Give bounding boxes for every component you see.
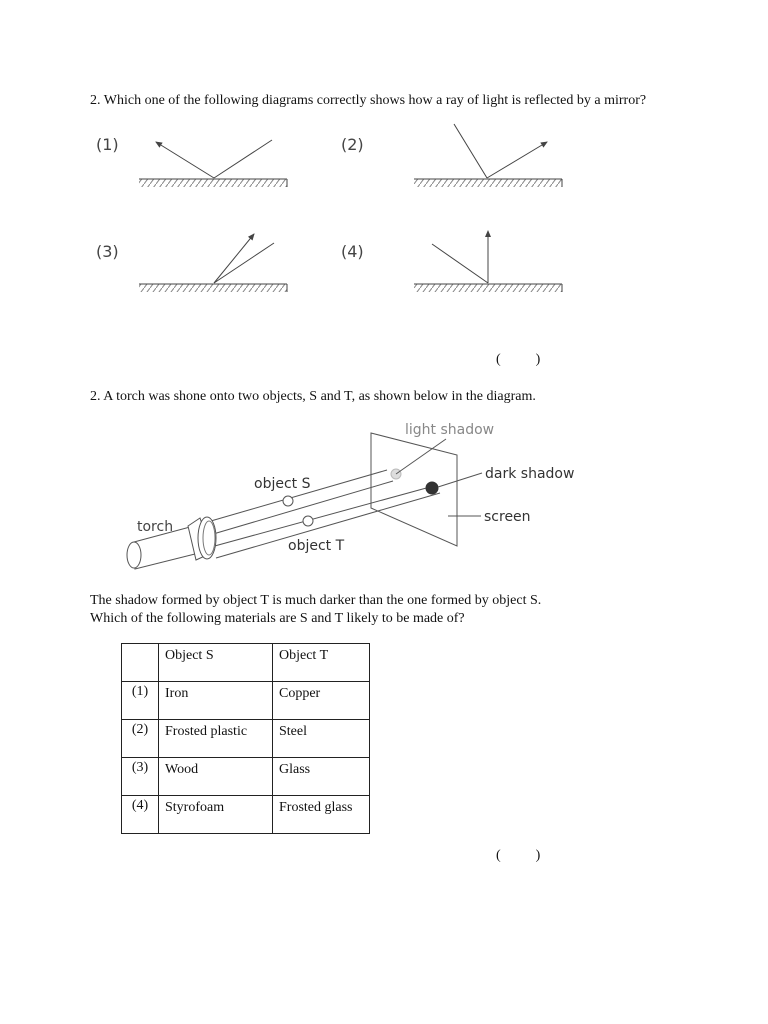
table-cell: Copper <box>273 682 370 720</box>
object-t-marker <box>303 516 313 526</box>
table-cell: Frosted glass <box>273 796 370 834</box>
table-cell: (1) <box>122 682 159 720</box>
object-s-marker <box>283 496 293 506</box>
question-2-followup-line-1: The shadow formed by object T is much darker than the one formed by object S. <box>90 593 542 608</box>
table-header-cell <box>122 644 159 682</box>
answer-bracket-2[interactable]: ( ) <box>496 848 541 863</box>
table-cell: (3) <box>122 758 159 796</box>
table-row <box>122 682 370 720</box>
table-row <box>122 758 370 796</box>
option-2-label: (2) <box>341 135 364 154</box>
table-header-row <box>122 644 370 682</box>
label-torch: torch <box>137 519 174 535</box>
table-cell: Wood <box>159 758 273 796</box>
table-row <box>122 720 370 758</box>
option-3-diagram <box>139 234 287 292</box>
table-cell: Styrofoam <box>159 796 273 834</box>
reflection-diagrams <box>0 120 768 430</box>
option-1-label: (1) <box>96 135 119 154</box>
table-cell: Glass <box>273 758 370 796</box>
label-object-s: object S <box>254 476 311 492</box>
option-3-label: (3) <box>96 242 119 261</box>
table-header-cell: Object T <box>273 644 370 682</box>
table-cell: Frosted plastic <box>159 720 273 758</box>
table-cell: Iron <box>159 682 273 720</box>
dark-shadow-marker <box>426 482 438 494</box>
question-2-followup-line-2: Which of the following materials are S and T likely to be made of? <box>90 611 465 626</box>
torch-shadow-diagram <box>0 415 768 575</box>
option-4-diagram <box>414 231 562 292</box>
option-4-label: (4) <box>341 242 364 261</box>
question-1-text: 2. Which one of the following diagrams correctly shows how a ray of light is reflected by a mirror? <box>90 93 647 108</box>
option-2-diagram <box>414 124 562 187</box>
answer-bracket-1[interactable]: ( ) <box>496 352 541 367</box>
table-row <box>122 796 370 834</box>
label-light-shadow: light shadow <box>405 422 495 438</box>
table-cell: (4) <box>122 796 159 834</box>
option-1-diagram <box>139 140 287 187</box>
label-dark-shadow: dark shadow <box>485 466 575 482</box>
table-header-cell: Object S <box>159 644 273 682</box>
question-2-text: 2. A torch was shone onto two objects, S and T, as shown below in the diagram. <box>90 389 536 404</box>
materials-table <box>121 643 370 834</box>
screen-shape <box>371 433 457 546</box>
label-object-t: object T <box>288 538 345 554</box>
label-screen: screen <box>484 509 531 525</box>
table-cell: (2) <box>122 720 159 758</box>
table-cell: Steel <box>273 720 370 758</box>
